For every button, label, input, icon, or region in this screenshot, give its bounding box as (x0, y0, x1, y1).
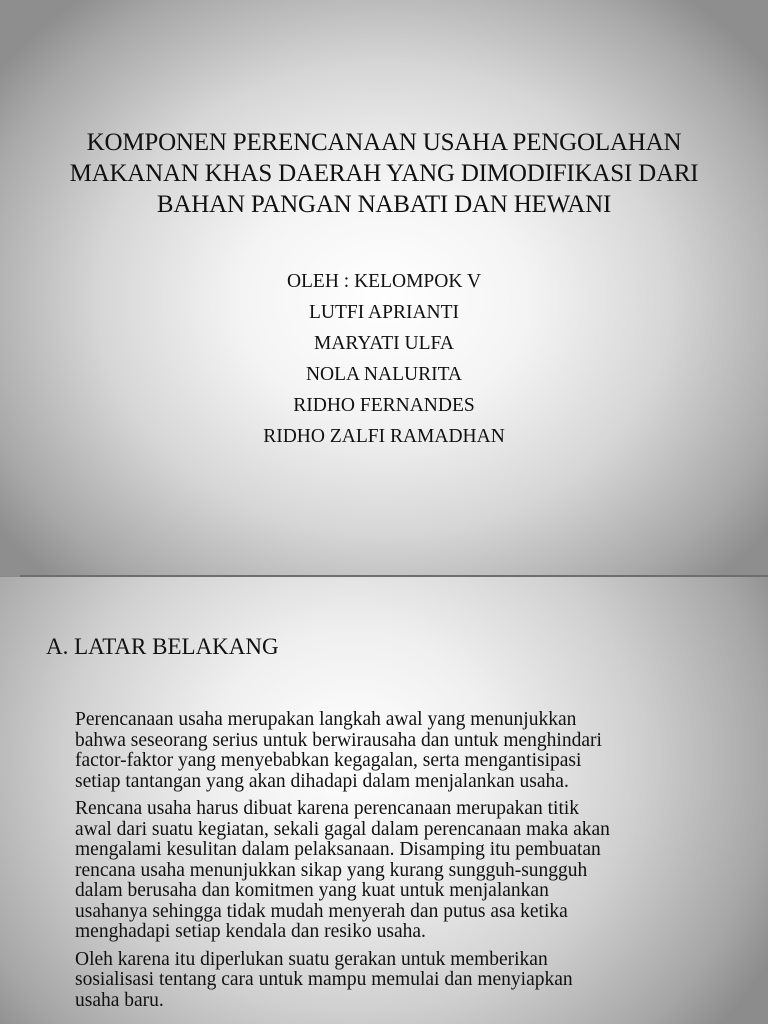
section-heading: A. LATAR BELAKANG (46, 634, 279, 659)
text-line: Rencana usaha harus dibuat karena perencanaan merupakan titik (75, 798, 580, 819)
author-name: RIDHO ZALFI RAMADHAN (263, 426, 505, 447)
text-line: factor-faktor yang menyebabkan kegagalan, serta mengantisipasi (75, 750, 582, 771)
author-name: NOLA NALURITA (305, 364, 463, 385)
text-line: awal dari suatu kegiatan, sekali gagal dalam perencanaan maka akan (75, 818, 610, 840)
text-line: usahanya sehingga tidak mudah menyerah dan putus asa ketika (75, 900, 568, 922)
text-line: Perencanaan usaha merupakan langkah awal yang menunjukkan (75, 709, 577, 730)
title-line: MAKANAN KHAS DAERAH YANG DIMODIFIKASI DARI (69, 160, 699, 187)
authors-heading: OLEH : KELOMPOK V (286, 271, 482, 292)
text-line: menghadapi setiap kendala dan resiko usaha. (75, 921, 426, 942)
title-line: BAHAN PANGAN NABATI DAN HEWANI (156, 191, 612, 218)
text-line: bahwa seseorang serius untuk berwirausaha dan untuk menghindari (75, 729, 602, 751)
text-line: mengalami kesulitan dalam pelaksanaan. Disamping itu pembuatan (75, 839, 601, 860)
text-line: Oleh karena itu diperlukan suatu gerakan untuk memberikan (75, 948, 548, 970)
paragraph (75, 710, 735, 792)
authors-block (0, 266, 768, 452)
title-line: KOMPONEN PERENCANAAN USAHA PENGOLAHAN (86, 129, 682, 156)
paragraph (75, 799, 735, 943)
text-line: setiap tantangan yang akan dihadapi dalam menjalankan usaha. (75, 770, 569, 792)
paragraph (75, 950, 735, 1012)
text-line: sosialisasi tentang cara untuk mampu memulai dan menyiapkan (75, 969, 573, 990)
text-line: usaha baru. (75, 989, 164, 1011)
body-text (75, 710, 735, 1018)
author-name: MARYATI ULFA (314, 333, 454, 354)
text-line: dalam berusaha dan komitmen yang kuat untuk menjalankan (75, 880, 549, 901)
slide-title (0, 127, 768, 220)
author-name: RIDHO FERNANDES (293, 395, 475, 416)
author-name: LUTFI APRIANTI (308, 302, 460, 323)
content-slide (0, 577, 768, 1024)
text-line: rencana usaha menunjukkan sikap yang kurang sungguh-sungguh (75, 859, 588, 881)
